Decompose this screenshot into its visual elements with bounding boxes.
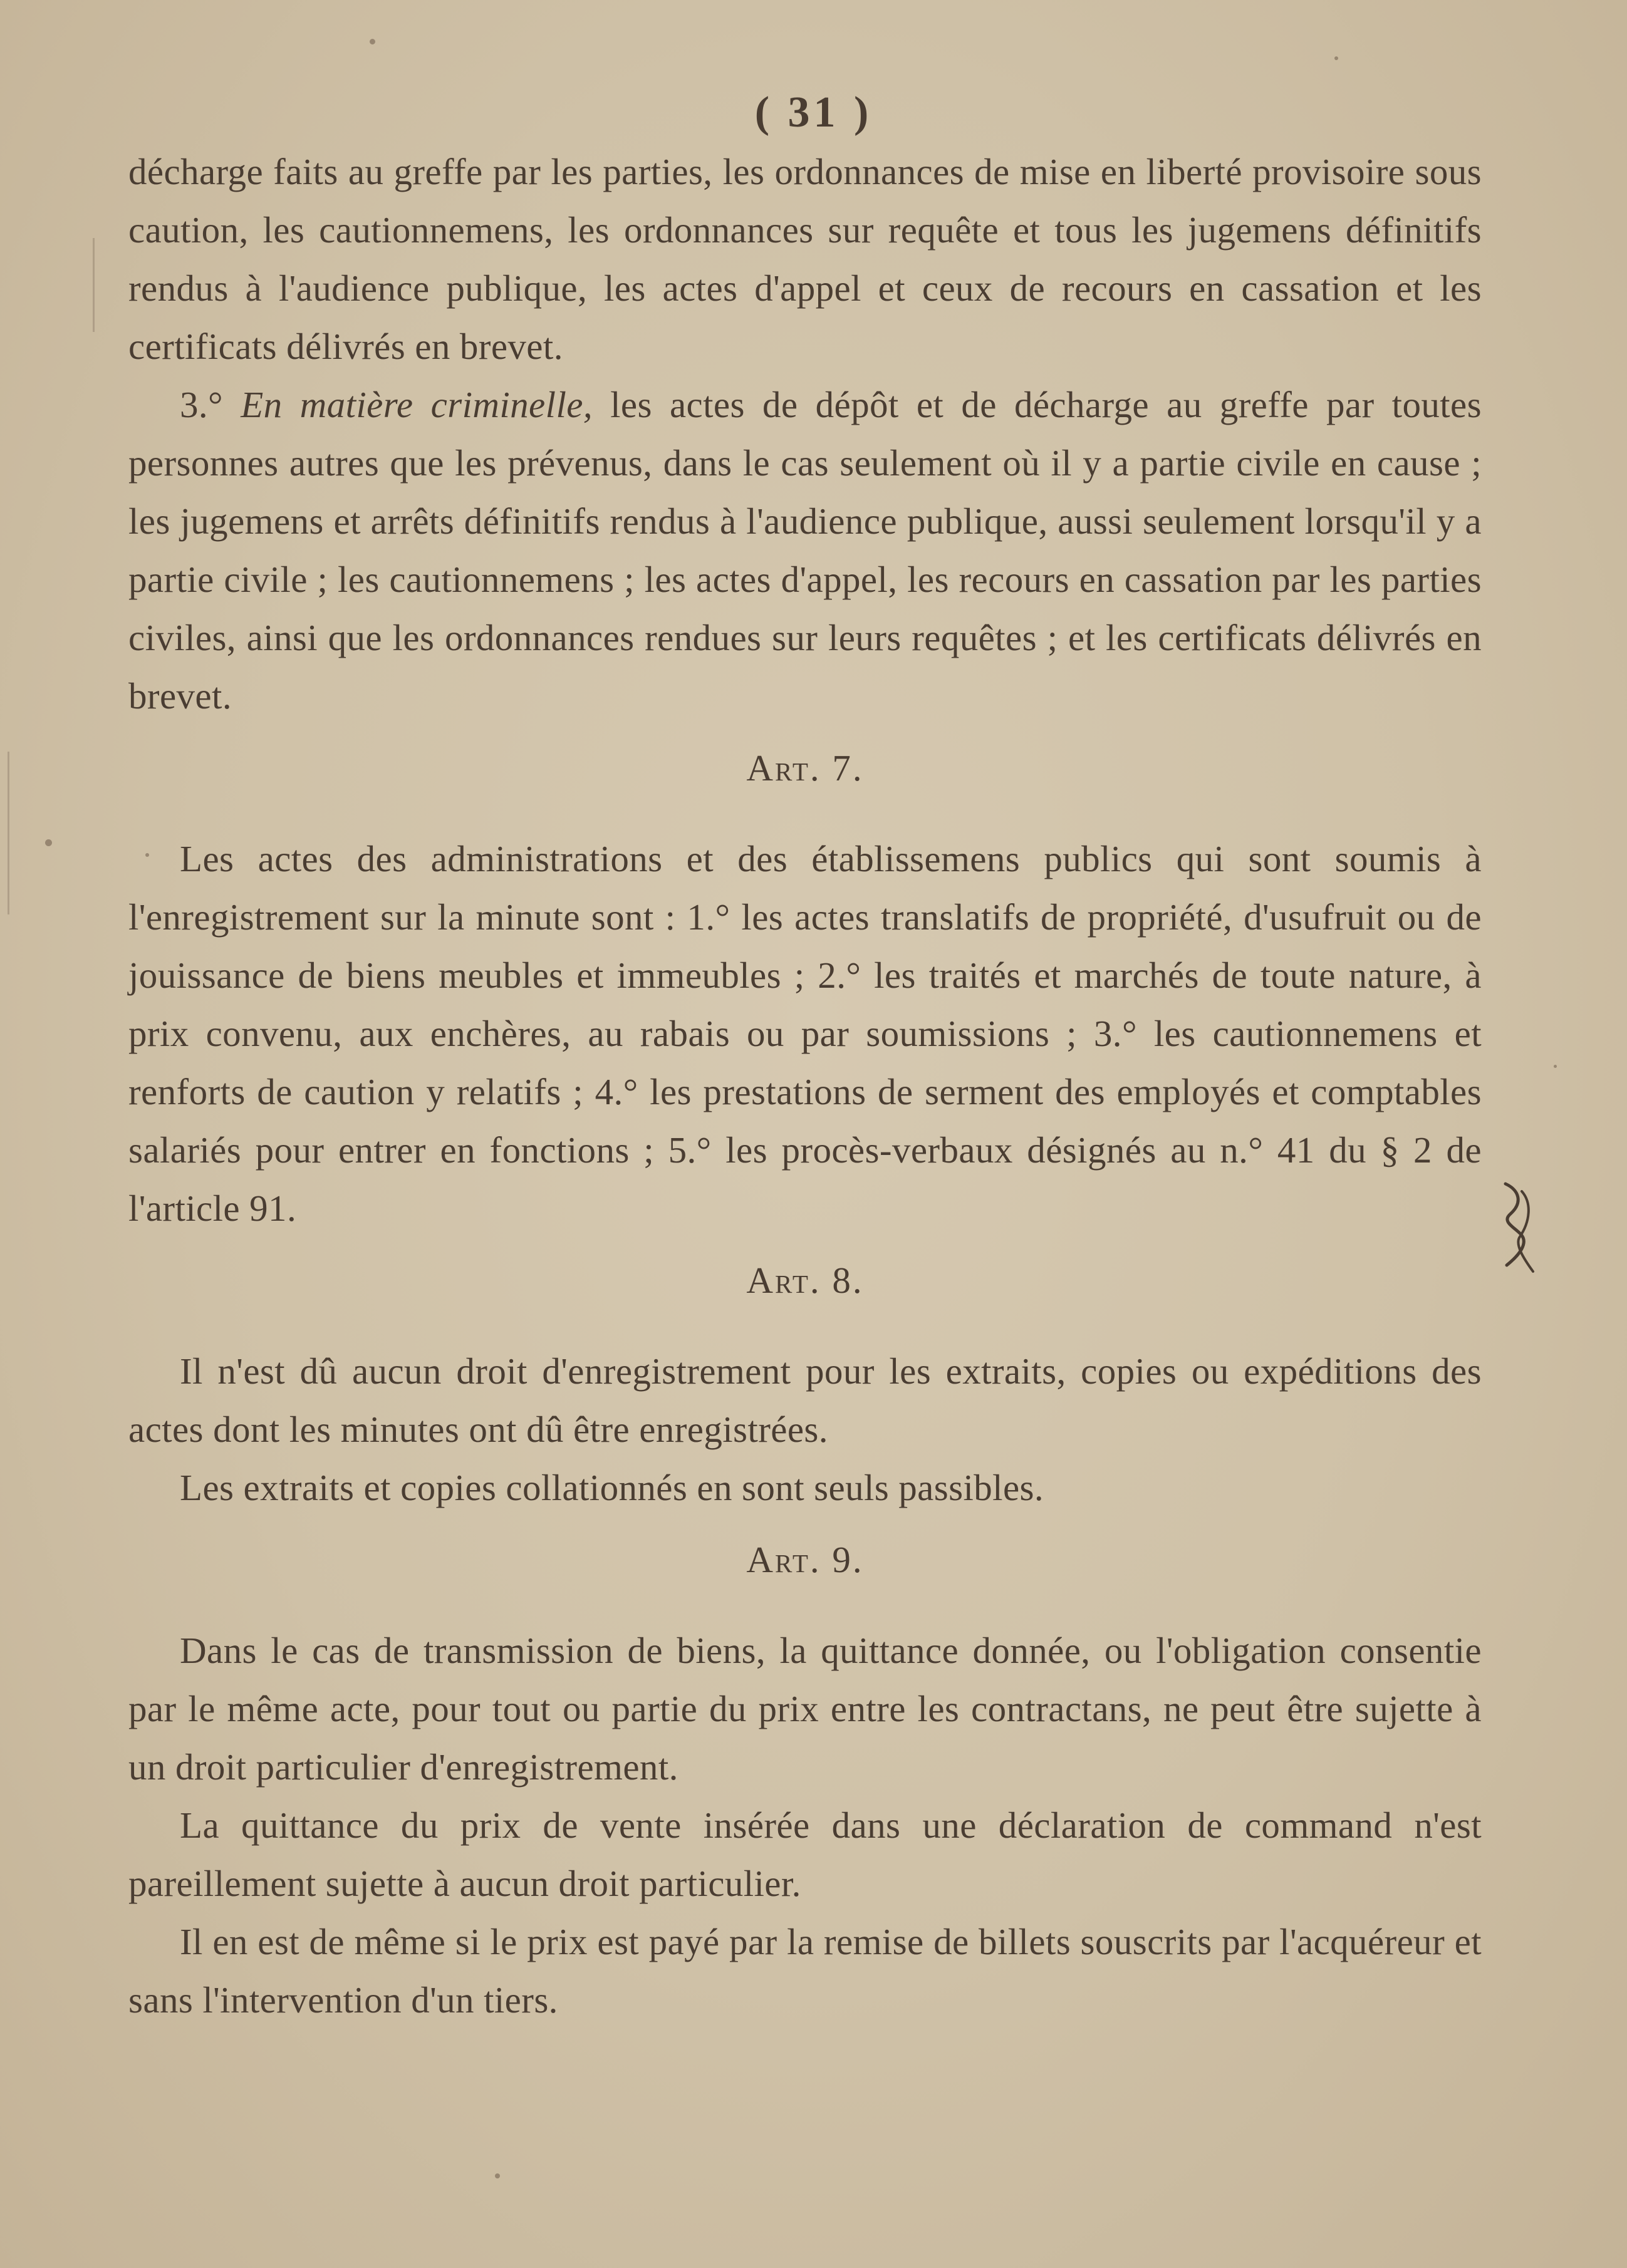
paper-speck xyxy=(495,2173,500,2178)
italic-phrase: En matière criminelle, xyxy=(241,384,593,425)
continued-paragraph: décharge faits au greffe par les parties, les ordonnances de mise en liberté provisoire sous caution, les cautionnemens, les ordonnances sur requête et tous les jugemens définitifs rendus à l'audience publique, les actes d'appel et ceux de recours en cassation et les certificats délivrés en brevet. xyxy=(128,151,1482,367)
article-7-paragraph: Les actes des administrations et des établissemens publics qui sont soumis à l'enregistrement sur la minute sont : 1.° les actes translatifs de propriété, d'usufruit ou de jouissance de biens meubles et immeubles ; 2.° les traités et marchés de toute nature, à prix convenu, aux enchères, au rabais ou par soumissions ; 3.° les cautionnemens et renforts de caution y relatifs ; 4.° les prestations de serment des employés et comptables salariés pour entrer en fonctions ; 5.° les procès-verbaux désignés au n.° 41 du § 2 de l'article 91. xyxy=(128,838,1482,1229)
paper-speck xyxy=(1554,1065,1557,1068)
article-7-heading: Art. 7. xyxy=(746,747,864,789)
paper-speck xyxy=(370,39,375,44)
handwritten-margin-mark-icon xyxy=(1494,1178,1538,1278)
item-number: 3.° xyxy=(180,384,224,425)
paper-crease xyxy=(93,238,95,332)
paragraph-text: les actes de dépôt et de décharge au greffe par toutes personnes autres que les prévenus, dans le cas seulement où il y a partie civile en cause ; les jugemens et arrêts définitifs rendus à l'audience publique, aussi seulement lorsqu'il y a partie civile ; les cautionnemens ; les actes d'appel, les recours en cassation par les parties civiles, ainsi que les ordonnances rendues sur leurs requêtes ; et les certificats délivrés en brevet. xyxy=(128,384,1482,717)
article-8-paragraph-2: Les extraits et copies collationnés en sont seuls passibles. xyxy=(180,1467,1044,1508)
article-9-paragraph-1: Dans le cas de transmission de biens, la quittance donnée, ou l'obligation consentie par le même acte, pour tout ou partie du prix entre les contractans, ne peut être sujette à un droit particulier d'enregistrement. xyxy=(128,1630,1482,1788)
article-9-paragraph-3: Il en est de même si le prix est payé par la remise de billets souscrits par l'acquéreur et sans l'intervention d'un tiers. xyxy=(128,1921,1482,2021)
article-9-heading: Art. 9. xyxy=(746,1539,864,1580)
article-9-paragraph-2: La quittance du prix de vente insérée dans une déclaration de command n'est pareillement sujette à aucun droit particulier. xyxy=(128,1805,1482,1904)
paper-speck xyxy=(45,839,52,846)
paper-crease xyxy=(8,752,9,914)
article-8-heading: Art. 8. xyxy=(746,1260,864,1301)
page-number: ( 31 ) xyxy=(754,88,873,137)
body-text xyxy=(128,143,1482,2029)
criminal-matters-paragraph xyxy=(128,376,1482,725)
article-8-paragraph-1: Il n'est dû aucun droit d'enregistrement pour les extraits, copies ou expéditions des actes dont les minutes ont dû être enregistrées. xyxy=(128,1350,1482,1450)
paper-speck xyxy=(1334,56,1338,60)
